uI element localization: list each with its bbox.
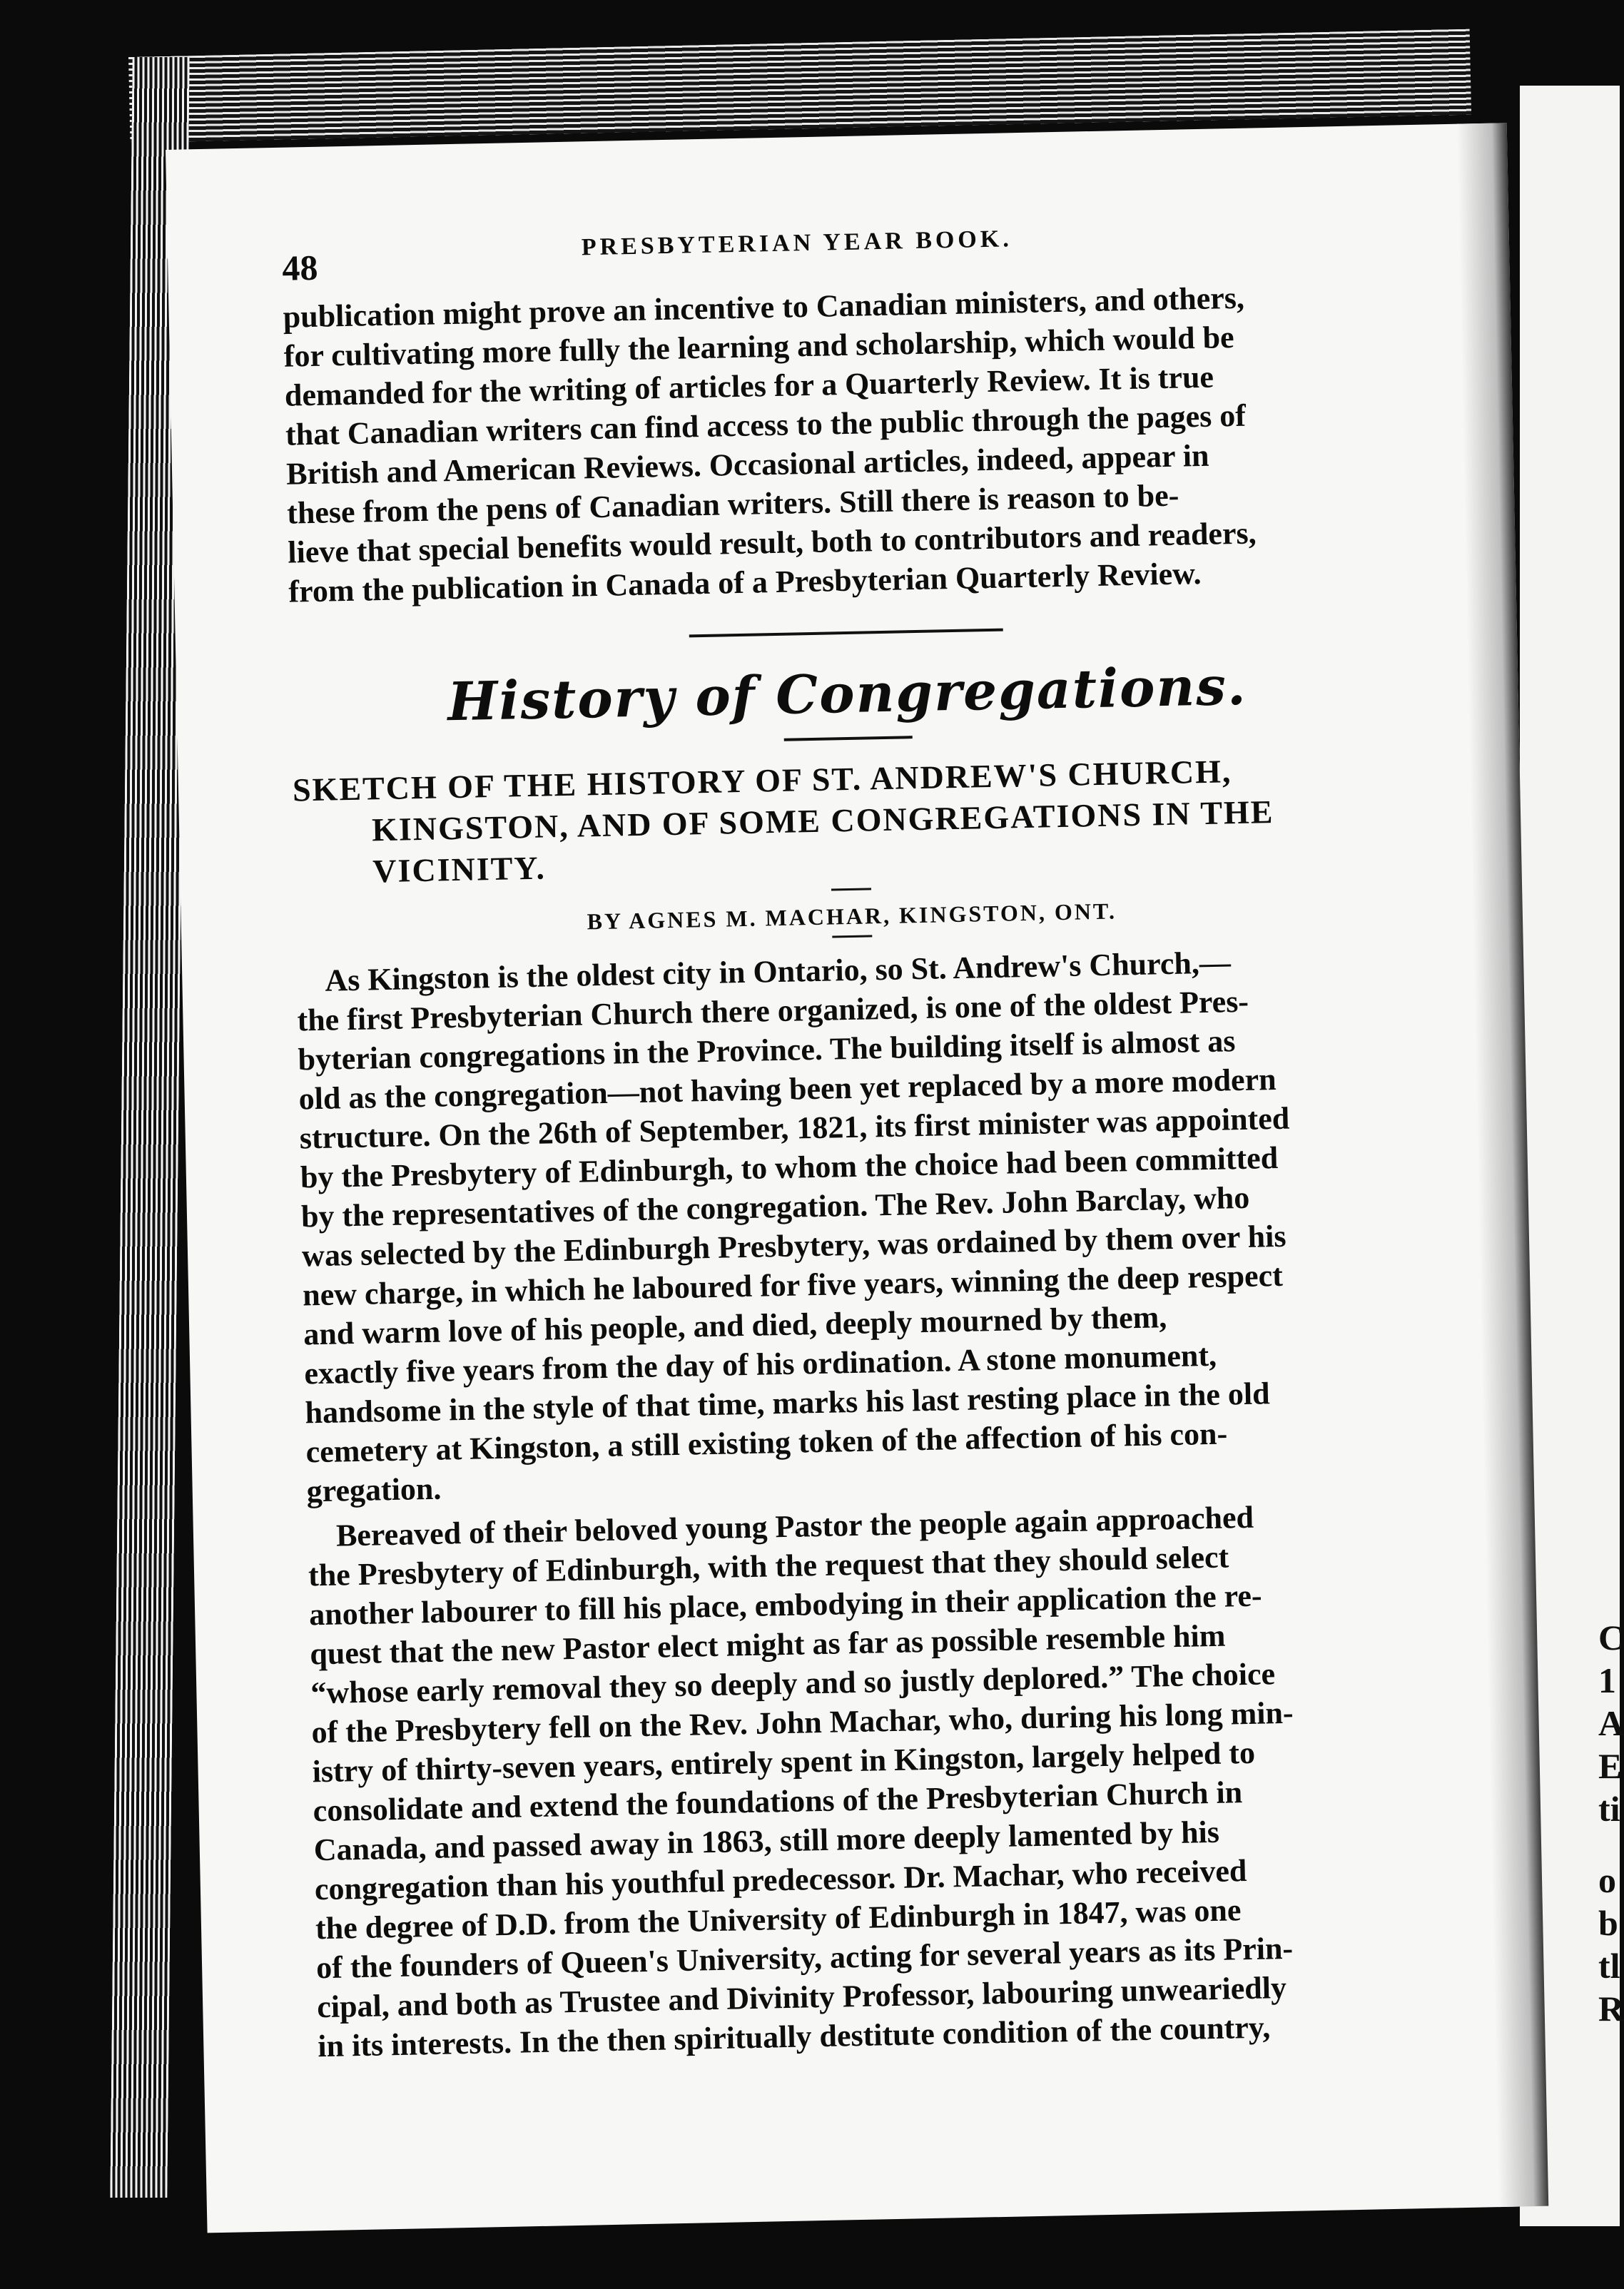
text-line: exactly five years from the day of his ordination. A stone monument, (303, 1337, 1217, 1391)
article-byline: BY AGNES M. MACHAR, KINGSTON, ONT. (587, 898, 1117, 935)
text-line: gregation. (306, 1471, 442, 1509)
book-page (166, 123, 1548, 2233)
text-line: for cultivating more fully the learning and scholarship, which would be (283, 320, 1235, 374)
text-line: of the Presbytery fell on the Rev. John Machar, who, during his long min- (311, 1695, 1294, 1750)
section-title: History of Congregations. (447, 655, 1248, 734)
text-line: another labourer to fill his place, embodying in their application the re- (308, 1578, 1263, 1633)
text-line: the degree of D.D. from the University of Edinburgh in 1847, was one (315, 1892, 1242, 1947)
text-line: cipal, and both as Trustee and Divinity Professor, labouring unweariedly (316, 1969, 1287, 2025)
text-line: Bereaved of their beloved young Pastor the people again approached (335, 1499, 1254, 1553)
text-line: by the Presbytery of Edinburgh, to whom the choice had been committed (300, 1140, 1279, 1195)
text-line: by the representatives of the congregation. The Rev. John Barclay, who (300, 1179, 1250, 1234)
text-line: the first Presbyterian Church there organized, is one of the oldest Pres- (297, 983, 1249, 1038)
text-line: Canada, and passed away in 1863, still more deeply lamented by his (313, 1814, 1220, 1868)
text-line: publication might prove an incentive to Canadian ministers, and others, (283, 280, 1245, 335)
text-line: byterian congregations in the Province. The building itself is almost as (298, 1023, 1236, 1077)
article-title-line: VICINITY. (372, 849, 547, 890)
article-title-line: KINGSTON, AND OF SOME CONGREGATIONS IN THE (371, 793, 1274, 848)
body-paragraph-2 (307, 1494, 1431, 2066)
text-line: consolidate and extend the foundations of the Presbyterian Church in (313, 1775, 1243, 1829)
text-line: of the founders of Queen's University, acting for several years as its Prin- (315, 1930, 1294, 1986)
text-line: quest that the new Pastor elect might as far as possible resemble him (309, 1618, 1226, 1672)
text-line: the Presbytery of Edinburgh, with the request that they should select (308, 1539, 1229, 1593)
title-divider (784, 736, 913, 741)
page-edge-top (128, 29, 1471, 143)
text-line: British and American Reviews. Occasional articles, indeed, appear in (285, 437, 1209, 492)
facing-fragment: o (1598, 1860, 1616, 1900)
intro-paragraph (283, 275, 1402, 611)
text-line: “whose early removal they so deeply and so justly deplored.” The choice (310, 1656, 1276, 1711)
text-line: in its interests. In the then spiritually destitute condition of the country, (317, 2009, 1271, 2064)
facing-fragment: R (1598, 1989, 1624, 2029)
page-number: 48 (281, 247, 318, 288)
article-title-line: SKETCH OF THE HISTORY OF ST. ANDREW'S CHURCH, (292, 753, 1232, 808)
text-line: handsome in the style of that time, marks his last resting place in the old (305, 1376, 1270, 1431)
text-line: and warm love of his people, and died, deeply mourned by them, (303, 1299, 1167, 1352)
section-divider (689, 629, 1003, 638)
text-line: congregation than his youthful predecessor. Dr. Machar, who received (314, 1853, 1247, 1907)
byline-divider-top (831, 888, 871, 890)
running-head: PRESBYTERIAN YEAR BOOK. (581, 225, 1013, 261)
text-line: from the publication in Canada of a Presbyterian Quarterly Review. (288, 555, 1202, 609)
text-line: demanded for the writing of articles for a Quarterly Review. It is true (284, 359, 1214, 413)
body-paragraph-1 (296, 939, 1420, 1511)
text-line: that Canadian writers can find access to the public through the pages of (285, 397, 1247, 452)
facing-fragment: E (1598, 1746, 1623, 1786)
text-line: new charge, in which he laboured for five years, winning the deep respect (302, 1257, 1284, 1313)
text-line: was selected by the Edinburgh Presbytery, was ordained by them over his (301, 1218, 1286, 1274)
text-line: structure. On the 26th of September, 1821, its first minister was appointed (299, 1100, 1290, 1156)
text-line: these from the pens of Canadian writers. Still there is reason to be- (286, 477, 1179, 531)
text-line: istry of thirty-seven years, entirely spent in Kingston, largely helped to (312, 1735, 1256, 1790)
facing-fragment: b (1598, 1903, 1618, 1943)
facing-fragment: C (1598, 1618, 1624, 1658)
article-title (292, 747, 1407, 893)
text-line: cemetery at Kingston, a still existing token of the affection of his con- (305, 1416, 1228, 1470)
text-line: lieve that special benefits would result, both to contributors and readers, (287, 515, 1257, 570)
facing-fragment: A (1598, 1703, 1624, 1743)
page-text-block (282, 218, 1431, 2066)
facing-fragment: tl (1598, 1946, 1620, 1986)
text-line: old as the congregation—not having been yet replaced by a more modern (298, 1062, 1277, 1117)
facing-fragment: ti (1598, 1789, 1620, 1829)
facing-fragment: 1 (1598, 1660, 1616, 1700)
text-line: As Kingston is the oldest city in Ontario, so St. Andrew's Church,— (324, 945, 1232, 998)
byline-divider-bottom (832, 935, 872, 938)
